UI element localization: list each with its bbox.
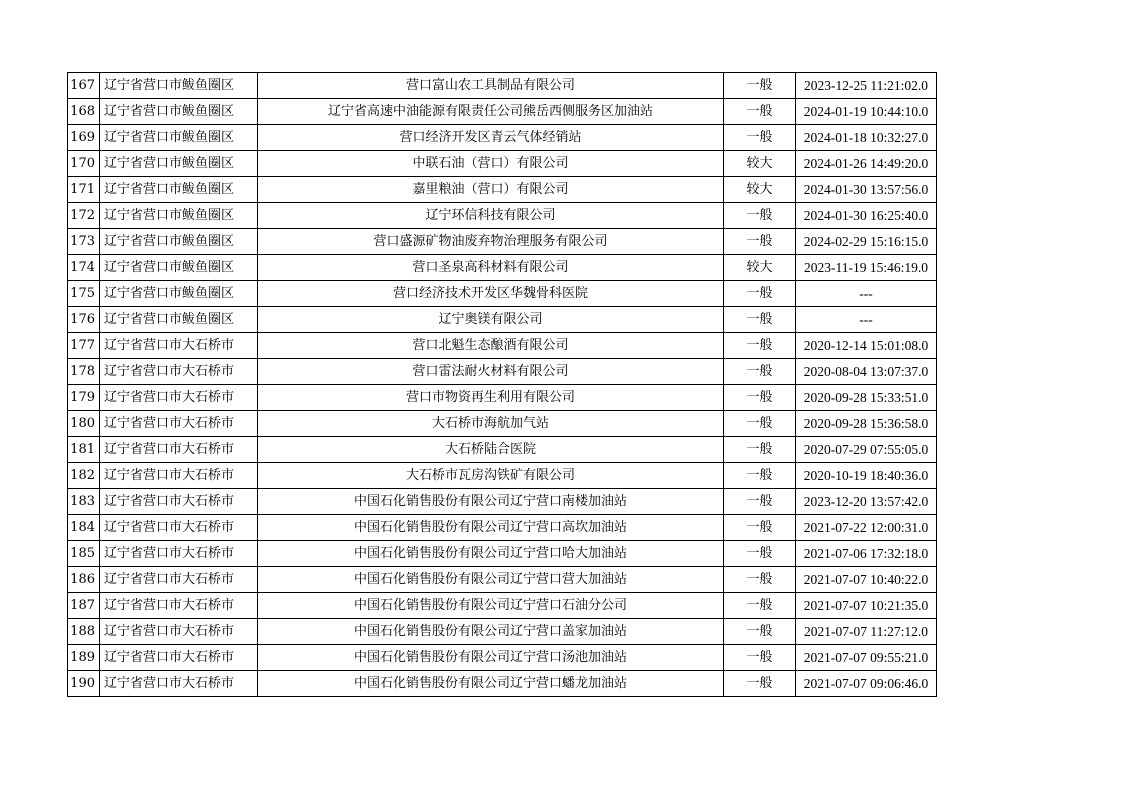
region-cell: 辽宁省营口市鲅鱼圈区 [100, 99, 258, 125]
timestamp-cell: 2021-07-07 10:21:35.0 [796, 593, 937, 619]
region-cell: 辽宁省营口市鲅鱼圈区 [100, 73, 258, 99]
row-number-cell: 175 [68, 281, 100, 307]
row-number-cell: 186 [68, 567, 100, 593]
row-number-cell: 190 [68, 671, 100, 697]
company-name-cell: 大石桥市瓦房沟铁矿有限公司 [258, 463, 724, 489]
row-number-cell: 173 [68, 229, 100, 255]
region-cell: 辽宁省营口市鲅鱼圈区 [100, 229, 258, 255]
risk-level-cell: 一般 [724, 515, 796, 541]
table-row [68, 541, 937, 567]
timestamp-cell: 2024-01-19 10:44:10.0 [796, 99, 937, 125]
table-row [68, 489, 937, 515]
table-row [68, 125, 937, 151]
region-cell: 辽宁省营口市鲅鱼圈区 [100, 307, 258, 333]
risk-level-cell: 较大 [724, 255, 796, 281]
company-name-cell: 营口北魁生态酿酒有限公司 [258, 333, 724, 359]
region-cell: 辽宁省营口市鲅鱼圈区 [100, 255, 258, 281]
risk-level-cell: 一般 [724, 541, 796, 567]
table-row [68, 567, 937, 593]
region-cell: 辽宁省营口市鲅鱼圈区 [100, 203, 258, 229]
timestamp-cell: 2021-07-07 11:27:12.0 [796, 619, 937, 645]
risk-level-cell: 一般 [724, 99, 796, 125]
risk-level-cell: 一般 [724, 671, 796, 697]
timestamp-cell: 2020-12-14 15:01:08.0 [796, 333, 937, 359]
risk-level-cell: 一般 [724, 203, 796, 229]
table-row [68, 281, 937, 307]
table-row [68, 645, 937, 671]
region-cell: 辽宁省营口市大石桥市 [100, 463, 258, 489]
row-number-cell: 167 [68, 73, 100, 99]
risk-level-cell: 一般 [724, 645, 796, 671]
region-cell: 辽宁省营口市鲅鱼圈区 [100, 281, 258, 307]
company-name-cell: 嘉里粮油（营口）有限公司 [258, 177, 724, 203]
company-name-cell: 辽宁环信科技有限公司 [258, 203, 724, 229]
risk-level-cell: 一般 [724, 411, 796, 437]
company-name-cell: 大石桥市海航加气站 [258, 411, 724, 437]
table-row [68, 671, 937, 697]
table-row [68, 593, 937, 619]
table-row [68, 229, 937, 255]
region-cell: 辽宁省营口市大石桥市 [100, 385, 258, 411]
risk-level-cell: 一般 [724, 385, 796, 411]
region-cell: 辽宁省营口市大石桥市 [100, 515, 258, 541]
company-name-cell: 中国石化销售股份有限公司辽宁营口营大加油站 [258, 567, 724, 593]
row-number-cell: 174 [68, 255, 100, 281]
risk-level-cell: 一般 [724, 125, 796, 151]
table-row [68, 359, 937, 385]
table-row [68, 255, 937, 281]
row-number-cell: 180 [68, 411, 100, 437]
table-row [68, 411, 937, 437]
timestamp-cell: 2020-09-28 15:36:58.0 [796, 411, 937, 437]
risk-level-cell: 一般 [724, 73, 796, 99]
region-cell: 辽宁省营口市鲅鱼圈区 [100, 125, 258, 151]
timestamp-cell: 2021-07-06 17:32:18.0 [796, 541, 937, 567]
timestamp-cell: 2021-07-07 09:06:46.0 [796, 671, 937, 697]
risk-level-cell: 一般 [724, 359, 796, 385]
company-name-cell: 中国石化销售股份有限公司辽宁营口蟠龙加油站 [258, 671, 724, 697]
timestamp-cell: 2024-01-18 10:32:27.0 [796, 125, 937, 151]
timestamp-cell: 2023-12-20 13:57:42.0 [796, 489, 937, 515]
risk-level-cell: 一般 [724, 229, 796, 255]
row-number-cell: 178 [68, 359, 100, 385]
company-name-cell: 中联石油（营口）有限公司 [258, 151, 724, 177]
row-number-cell: 184 [68, 515, 100, 541]
company-name-cell: 营口富山农工具制品有限公司 [258, 73, 724, 99]
row-number-cell: 185 [68, 541, 100, 567]
company-name-cell: 辽宁奥镁有限公司 [258, 307, 724, 333]
table-row [68, 307, 937, 333]
timestamp-cell: 2020-08-04 13:07:37.0 [796, 359, 937, 385]
timestamp-cell: --- [796, 307, 937, 333]
timestamp-cell: 2020-10-19 18:40:36.0 [796, 463, 937, 489]
timestamp-cell: 2020-07-29 07:55:05.0 [796, 437, 937, 463]
table-row [68, 99, 937, 125]
company-name-cell: 中国石化销售股份有限公司辽宁营口高坎加油站 [258, 515, 724, 541]
timestamp-cell: --- [796, 281, 937, 307]
risk-level-cell: 一般 [724, 593, 796, 619]
row-number-cell: 188 [68, 619, 100, 645]
region-cell: 辽宁省营口市大石桥市 [100, 671, 258, 697]
company-name-cell: 营口雷法耐火材料有限公司 [258, 359, 724, 385]
row-number-cell: 182 [68, 463, 100, 489]
row-number-cell: 187 [68, 593, 100, 619]
table-row [68, 515, 937, 541]
region-cell: 辽宁省营口市大石桥市 [100, 645, 258, 671]
timestamp-cell: 2021-07-07 09:55:21.0 [796, 645, 937, 671]
company-name-cell: 辽宁省高速中油能源有限责任公司熊岳西侧服务区加油站 [258, 99, 724, 125]
risk-level-cell: 一般 [724, 463, 796, 489]
row-number-cell: 170 [68, 151, 100, 177]
table-row [68, 437, 937, 463]
company-name-cell: 营口市物资再生利用有限公司 [258, 385, 724, 411]
table-row [68, 73, 937, 99]
row-number-cell: 181 [68, 437, 100, 463]
company-name-cell: 中国石化销售股份有限公司辽宁营口石油分公司 [258, 593, 724, 619]
region-cell: 辽宁省营口市大石桥市 [100, 411, 258, 437]
company-name-cell: 中国石化销售股份有限公司辽宁营口盖家加油站 [258, 619, 724, 645]
risk-level-cell: 一般 [724, 333, 796, 359]
region-cell: 辽宁省营口市大石桥市 [100, 489, 258, 515]
timestamp-cell: 2020-09-28 15:33:51.0 [796, 385, 937, 411]
table-row [68, 177, 937, 203]
risk-level-cell: 一般 [724, 489, 796, 515]
risk-level-cell: 一般 [724, 307, 796, 333]
region-cell: 辽宁省营口市鲅鱼圈区 [100, 177, 258, 203]
table-row [68, 463, 937, 489]
timestamp-cell: 2024-02-29 15:16:15.0 [796, 229, 937, 255]
enterprise-risk-table [67, 72, 937, 697]
risk-level-cell: 一般 [724, 281, 796, 307]
risk-level-cell: 较大 [724, 177, 796, 203]
row-number-cell: 172 [68, 203, 100, 229]
table-row [68, 619, 937, 645]
table-row [68, 385, 937, 411]
region-cell: 辽宁省营口市大石桥市 [100, 541, 258, 567]
row-number-cell: 179 [68, 385, 100, 411]
row-number-cell: 183 [68, 489, 100, 515]
risk-level-cell: 较大 [724, 151, 796, 177]
table-body [68, 73, 937, 697]
risk-level-cell: 一般 [724, 567, 796, 593]
company-name-cell: 大石桥陆合医院 [258, 437, 724, 463]
region-cell: 辽宁省营口市大石桥市 [100, 359, 258, 385]
company-name-cell: 中国石化销售股份有限公司辽宁营口南楼加油站 [258, 489, 724, 515]
row-number-cell: 176 [68, 307, 100, 333]
company-name-cell: 中国石化销售股份有限公司辽宁营口汤池加油站 [258, 645, 724, 671]
timestamp-cell: 2024-01-30 16:25:40.0 [796, 203, 937, 229]
risk-level-cell: 一般 [724, 437, 796, 463]
table-row [68, 203, 937, 229]
region-cell: 辽宁省营口市大石桥市 [100, 333, 258, 359]
row-number-cell: 171 [68, 177, 100, 203]
row-number-cell: 169 [68, 125, 100, 151]
timestamp-cell: 2023-11-19 15:46:19.0 [796, 255, 937, 281]
row-number-cell: 168 [68, 99, 100, 125]
timestamp-cell: 2021-07-22 12:00:31.0 [796, 515, 937, 541]
company-name-cell: 营口圣泉高科材料有限公司 [258, 255, 724, 281]
row-number-cell: 177 [68, 333, 100, 359]
table-row [68, 151, 937, 177]
company-name-cell: 中国石化销售股份有限公司辽宁营口哈大加油站 [258, 541, 724, 567]
region-cell: 辽宁省营口市鲅鱼圈区 [100, 151, 258, 177]
company-name-cell: 营口经济技术开发区华魏骨科医院 [258, 281, 724, 307]
region-cell: 辽宁省营口市大石桥市 [100, 619, 258, 645]
row-number-cell: 189 [68, 645, 100, 671]
timestamp-cell: 2021-07-07 10:40:22.0 [796, 567, 937, 593]
company-name-cell: 营口盛源矿物油废弃物治理服务有限公司 [258, 229, 724, 255]
table-row [68, 333, 937, 359]
region-cell: 辽宁省营口市大石桥市 [100, 567, 258, 593]
company-name-cell: 营口经济开发区青云气体经销站 [258, 125, 724, 151]
region-cell: 辽宁省营口市大石桥市 [100, 437, 258, 463]
risk-level-cell: 一般 [724, 619, 796, 645]
region-cell: 辽宁省营口市大石桥市 [100, 593, 258, 619]
timestamp-cell: 2023-12-25 11:21:02.0 [796, 73, 937, 99]
timestamp-cell: 2024-01-30 13:57:56.0 [796, 177, 937, 203]
timestamp-cell: 2024-01-26 14:49:20.0 [796, 151, 937, 177]
